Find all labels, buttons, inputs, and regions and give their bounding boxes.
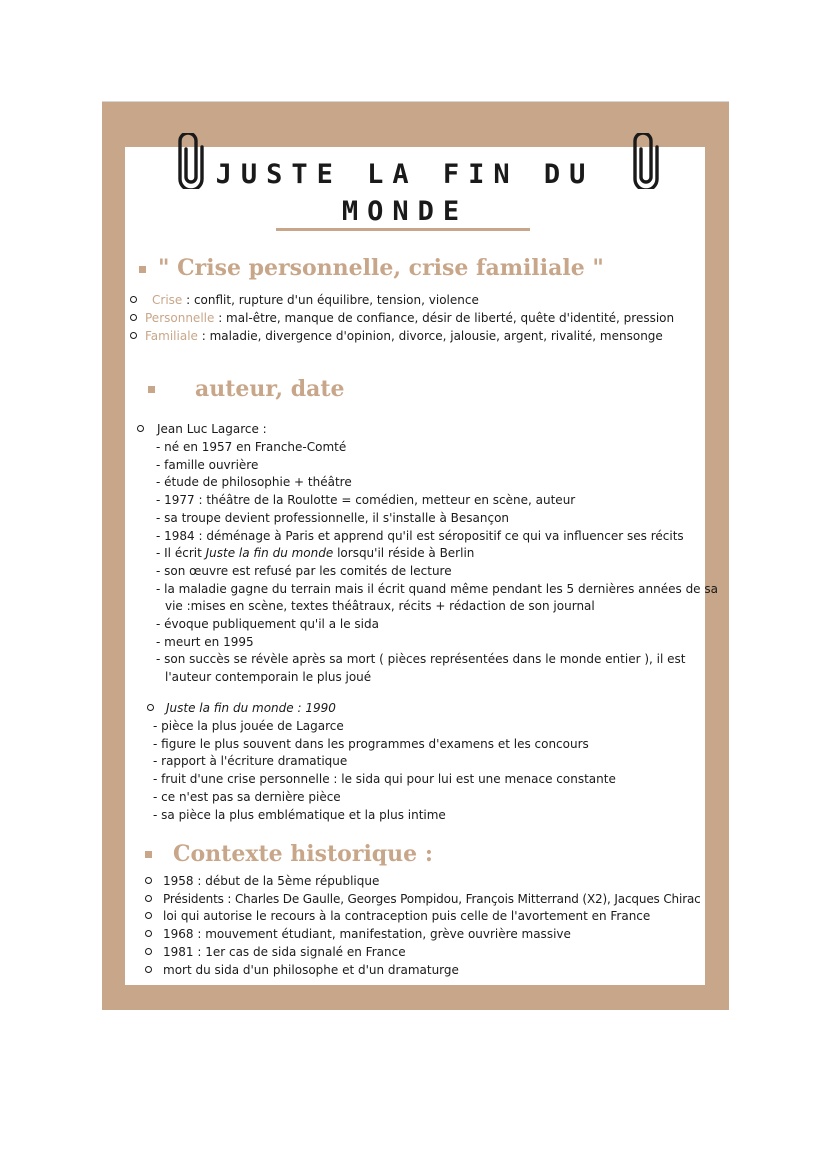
bio-line: - né en 1957 en Franche-Comté bbox=[156, 440, 347, 454]
bio-text: - Il écrit bbox=[156, 546, 206, 561]
list-item bbox=[145, 310, 674, 328]
square-bullet-icon bbox=[148, 386, 155, 393]
square-bullet-icon bbox=[139, 266, 146, 273]
bio-line: - son œuvre est refusé par les comités de lecture bbox=[156, 563, 452, 578]
bio-line: - famille ouvrière bbox=[156, 457, 259, 472]
bio-line: - 1977 : théâtre de la Roulotte = comédien, metteur en scène, auteur bbox=[156, 493, 576, 508]
section-heading-contexte: Contexte historique : bbox=[173, 841, 433, 867]
section-heading-auteur: auteur, date bbox=[195, 376, 345, 402]
work-line: - ce n'est pas sa dernière pièce bbox=[153, 789, 341, 804]
work-title-inline: Juste la fin du monde bbox=[205, 546, 334, 561]
work-details bbox=[153, 718, 616, 824]
bio-line: - 1984 : déménage à Paris et apprend qu'il est séropositif ce qui va influencer ses récits bbox=[156, 528, 684, 543]
term-definition: : mal-être, manque de confiance, désir de liberté, quête d'identité, pression bbox=[214, 311, 675, 325]
list-item bbox=[145, 328, 663, 346]
list-item: 1968 : mouvement étudiant, manifestation, grève ouvrière massive bbox=[163, 927, 571, 941]
circle-bullet-icon bbox=[145, 948, 152, 955]
page-title bbox=[200, 156, 610, 230]
circle-bullet-icon bbox=[130, 314, 137, 321]
list-item: 1958 : début de la 5ème république bbox=[163, 874, 380, 888]
term-label: Personnelle bbox=[145, 311, 215, 325]
work-line: - sa pièce la plus emblématique et la plus intime bbox=[153, 807, 446, 822]
circle-bullet-icon bbox=[130, 296, 137, 303]
circle-bullet-icon bbox=[145, 912, 152, 919]
section-heading-crise: " Crise personnelle, crise familiale " bbox=[158, 255, 604, 281]
circle-bullet-icon bbox=[137, 425, 144, 432]
work-line: - rapport à l'écriture dramatique bbox=[153, 754, 348, 769]
list-item: loi qui autorise le recours à la contraception puis celle de l'avortement en France bbox=[163, 909, 651, 923]
term-definition: : maladie, divergence d'opinion, divorce, jalousie, argent, rivalité, mensonge bbox=[197, 329, 663, 343]
bio-line: - meurt en 1995 bbox=[156, 634, 254, 649]
title-line-1: JUSTE LA FIN DU bbox=[215, 159, 595, 190]
circle-bullet-icon bbox=[145, 966, 152, 973]
list-item: mort du sida d'un philosophe et d'un dramaturge bbox=[163, 963, 459, 977]
bio-line: - sa troupe devient professionnelle, il s'installe à Besançon bbox=[156, 510, 510, 525]
term-label: Crise bbox=[152, 293, 183, 307]
title-underline bbox=[276, 228, 530, 231]
title-line-2: MONDE bbox=[341, 196, 469, 227]
bio-line: l'auteur contemporain le plus joué bbox=[165, 670, 372, 685]
author-name: Jean Luc Lagarce : bbox=[157, 422, 267, 436]
circle-bullet-icon bbox=[145, 930, 152, 937]
list-item: 1981 : 1er cas de sida signalé en France bbox=[163, 945, 406, 959]
bio-line: - étude de philosophie + théâtre bbox=[156, 475, 352, 490]
paperclip-icon bbox=[632, 133, 660, 189]
bio-line bbox=[156, 545, 718, 563]
bio-text: lorsqu'il réside à Berlin bbox=[333, 546, 475, 561]
work-line: - pièce la plus jouée de Lagarce bbox=[153, 719, 344, 733]
circle-bullet-icon bbox=[145, 877, 152, 884]
work-line: - figure le plus souvent dans les programmes d'examens et les concours bbox=[153, 736, 589, 751]
bio-line: - son succès se révèle après sa mort ( pièces représentées dans le monde entier ), il est bbox=[156, 652, 686, 667]
list-item bbox=[152, 292, 479, 310]
bio-line: - évoque publiquement qu'il a le sida bbox=[156, 617, 379, 632]
list-item: Présidents : Charles De Gaulle, Georges Pompidou, François Mitterrand (X2), Jacques Chirac bbox=[163, 892, 701, 906]
circle-bullet-icon bbox=[147, 704, 154, 711]
circle-bullet-icon bbox=[130, 332, 137, 339]
work-line: - fruit d'une crise personnelle : le sida qui pour lui est une menace constante bbox=[153, 772, 616, 787]
bio-line: - la maladie gagne du terrain mais il écrit quand même pendant les 5 dernières années de sa bbox=[156, 581, 718, 596]
circle-bullet-icon bbox=[145, 895, 152, 902]
bio-line: vie :mises en scène, textes théâtraux, récits + rédaction de son journal bbox=[165, 599, 595, 614]
square-bullet-icon bbox=[145, 851, 152, 858]
term-definition: : conflit, rupture d'un équilibre, tension, violence bbox=[182, 293, 479, 307]
term-label: Familiale bbox=[145, 329, 198, 343]
work-title: Juste la fin du monde : 1990 bbox=[166, 701, 336, 715]
author-biography bbox=[156, 439, 718, 687]
